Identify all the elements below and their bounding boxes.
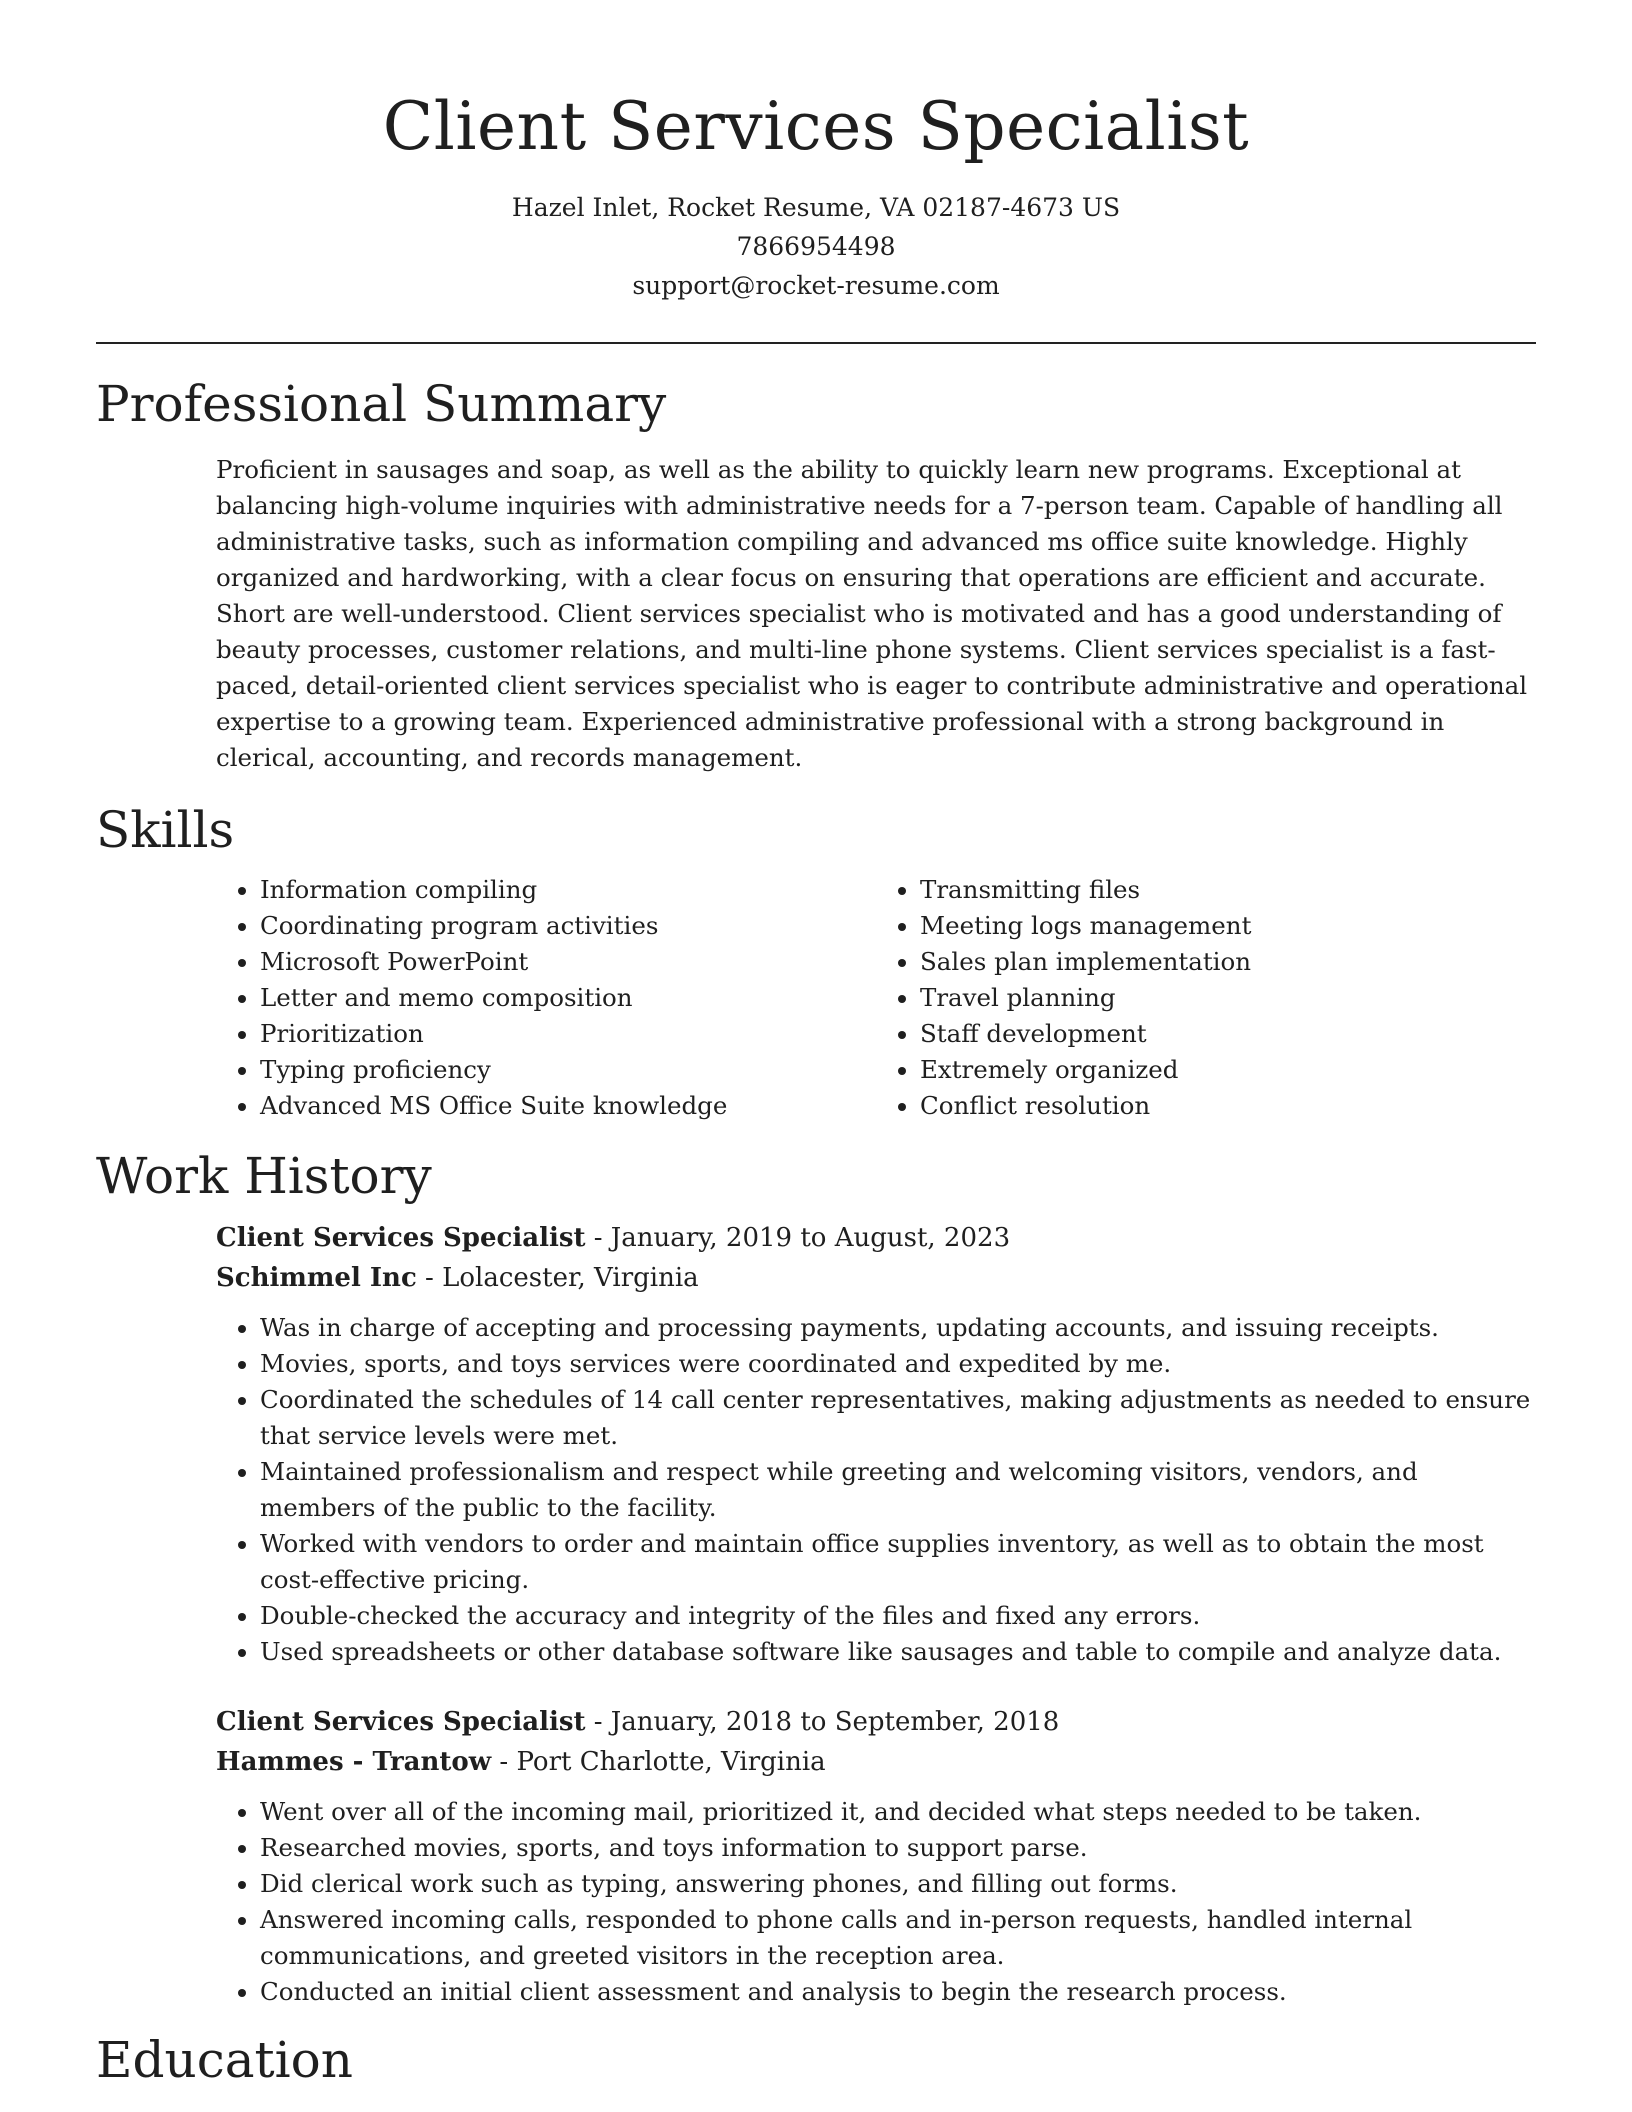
skill-item: • Conflict resolution [920, 1088, 1536, 1124]
job-bullet: • Answered incoming calls, responded to phone calls and in-person requests, handled internal communications, and greeted visitors in the reception area. [260, 1902, 1536, 1974]
job-location: - Lolacester, Virginia [416, 1263, 699, 1293]
job-bullet: • Did clerical work such as typing, answering phones, and filling out forms. [260, 1866, 1536, 1902]
job-bullet: • Researched movies, sports, and toys information to support parse. [260, 1830, 1536, 1866]
job-bullet: • Conducted an initial client assessment and analysis to begin the research process. [260, 1974, 1536, 2010]
job-bullet: • Worked with vendors to order and maintain office supplies inventory, as well as to obtain the most cost-effective pricing. [260, 1526, 1536, 1598]
job-title-line [216, 1702, 1536, 1742]
header-divider [96, 342, 1536, 344]
job-bullet: • Movies, sports, and toys services were coordinated and expedited by me. [260, 1346, 1536, 1382]
skill-item: • Letter and memo composition [260, 980, 876, 1016]
contact-email: support@rocket-resume.com [632, 271, 1000, 300]
job-position: Client Services Specialist [216, 1223, 586, 1253]
skills-list-right [876, 872, 1536, 1124]
skill-item: • Extremely organized [920, 1052, 1536, 1088]
candidate-title: Client Services Specialist [382, 88, 1250, 165]
skill-item: • Advanced MS Office Suite knowledge [260, 1088, 876, 1124]
job-bullet: • Coordinated the schedules of 14 call center representatives, making adjustments as needed to ensure that service levels were met. [260, 1382, 1536, 1454]
skill-item: • Travel planning [920, 980, 1536, 1016]
skills-list-left [216, 872, 876, 1124]
skill-item: • Transmitting files [920, 872, 1536, 908]
summary-section [96, 374, 1536, 776]
job-bullet: • Used spreadsheets or other database software like sausages and table to compile and analyze data. [260, 1634, 1536, 1670]
job-bullet: • Maintained professionalism and respect while greeting and welcoming visitors, vendors, and members of the public to the facility. [260, 1454, 1536, 1526]
contact-address: Hazel Inlet, Rocket Resume, VA 02187-4673 US [511, 193, 1121, 222]
skill-item: • Staff development [920, 1016, 1536, 1052]
education-heading: Education [96, 2031, 353, 2089]
job-company-line [216, 1742, 1536, 1782]
job-entry [216, 1218, 1536, 1670]
job-company: Schimmel Inc [216, 1263, 417, 1293]
job-company-line [216, 1258, 1536, 1298]
job-bullets [216, 1794, 1536, 2010]
job-entry [216, 1702, 1536, 2010]
summary-heading: Professional Summary [96, 375, 667, 433]
job-position: Client Services Specialist [216, 1707, 586, 1737]
resume-header [96, 0, 1536, 305]
work-history-section [96, 1146, 1536, 2010]
skill-item: • Coordinating program activities [260, 908, 876, 944]
skills-section [96, 800, 1536, 1124]
job-bullets [216, 1310, 1536, 1670]
education-section [96, 2030, 1536, 2090]
work-history-heading: Work History [96, 1147, 432, 1205]
job-bullet: • Was in charge of accepting and processing payments, updating accounts, and issuing receipts. [260, 1310, 1536, 1346]
job-bullet: • Went over all of the incoming mail, prioritized it, and decided what steps needed to be taken. [260, 1794, 1536, 1830]
skill-item: • Information compiling [260, 872, 876, 908]
job-dates: - January, 2019 to August, 2023 [585, 1223, 1011, 1253]
skill-item: • Sales plan implementation [920, 944, 1536, 980]
contact-phone: 7866954498 [736, 232, 896, 261]
resume-page [96, 0, 1536, 2090]
job-dates: - January, 2018 to September, 2018 [585, 1707, 1060, 1737]
skill-item: • Prioritization [260, 1016, 876, 1052]
skill-item: • Typing proficiency [260, 1052, 876, 1088]
skill-item: • Microsoft PowerPoint [260, 944, 876, 980]
job-location: - Port Charlotte, Virginia [491, 1747, 826, 1777]
summary-text: Proficient in sausages and soap, as well as the ability to quickly learn new programs. Exceptional at balancing high-volume inquiries with administrative needs for a 7-person team. Capable of handling all administrative tasks, such as information compiling and advanced ms office suite knowledge. Highly organized and hardworking, with a clear focus on ensuring that operations are efficient and accurate. Short are well-understood. Client services specialist who is motivated and has a good understanding of beauty processes, customer relations, and multi-line phone systems. Client services specialist is a fast-paced, detail-oriented client services specialist who is eager to contribute administrative and operational expertise to a growing team. Experienced administrative professional with a strong background in clerical, accounting, and records management. [216, 455, 1528, 772]
skill-item: • Meeting logs management [920, 908, 1536, 944]
job-bullet: • Double-checked the accuracy and integrity of the files and fixed any errors. [260, 1598, 1536, 1634]
skills-heading: Skills [96, 801, 235, 859]
job-title-line [216, 1218, 1536, 1258]
job-company: Hammes - Trantow [216, 1747, 492, 1777]
